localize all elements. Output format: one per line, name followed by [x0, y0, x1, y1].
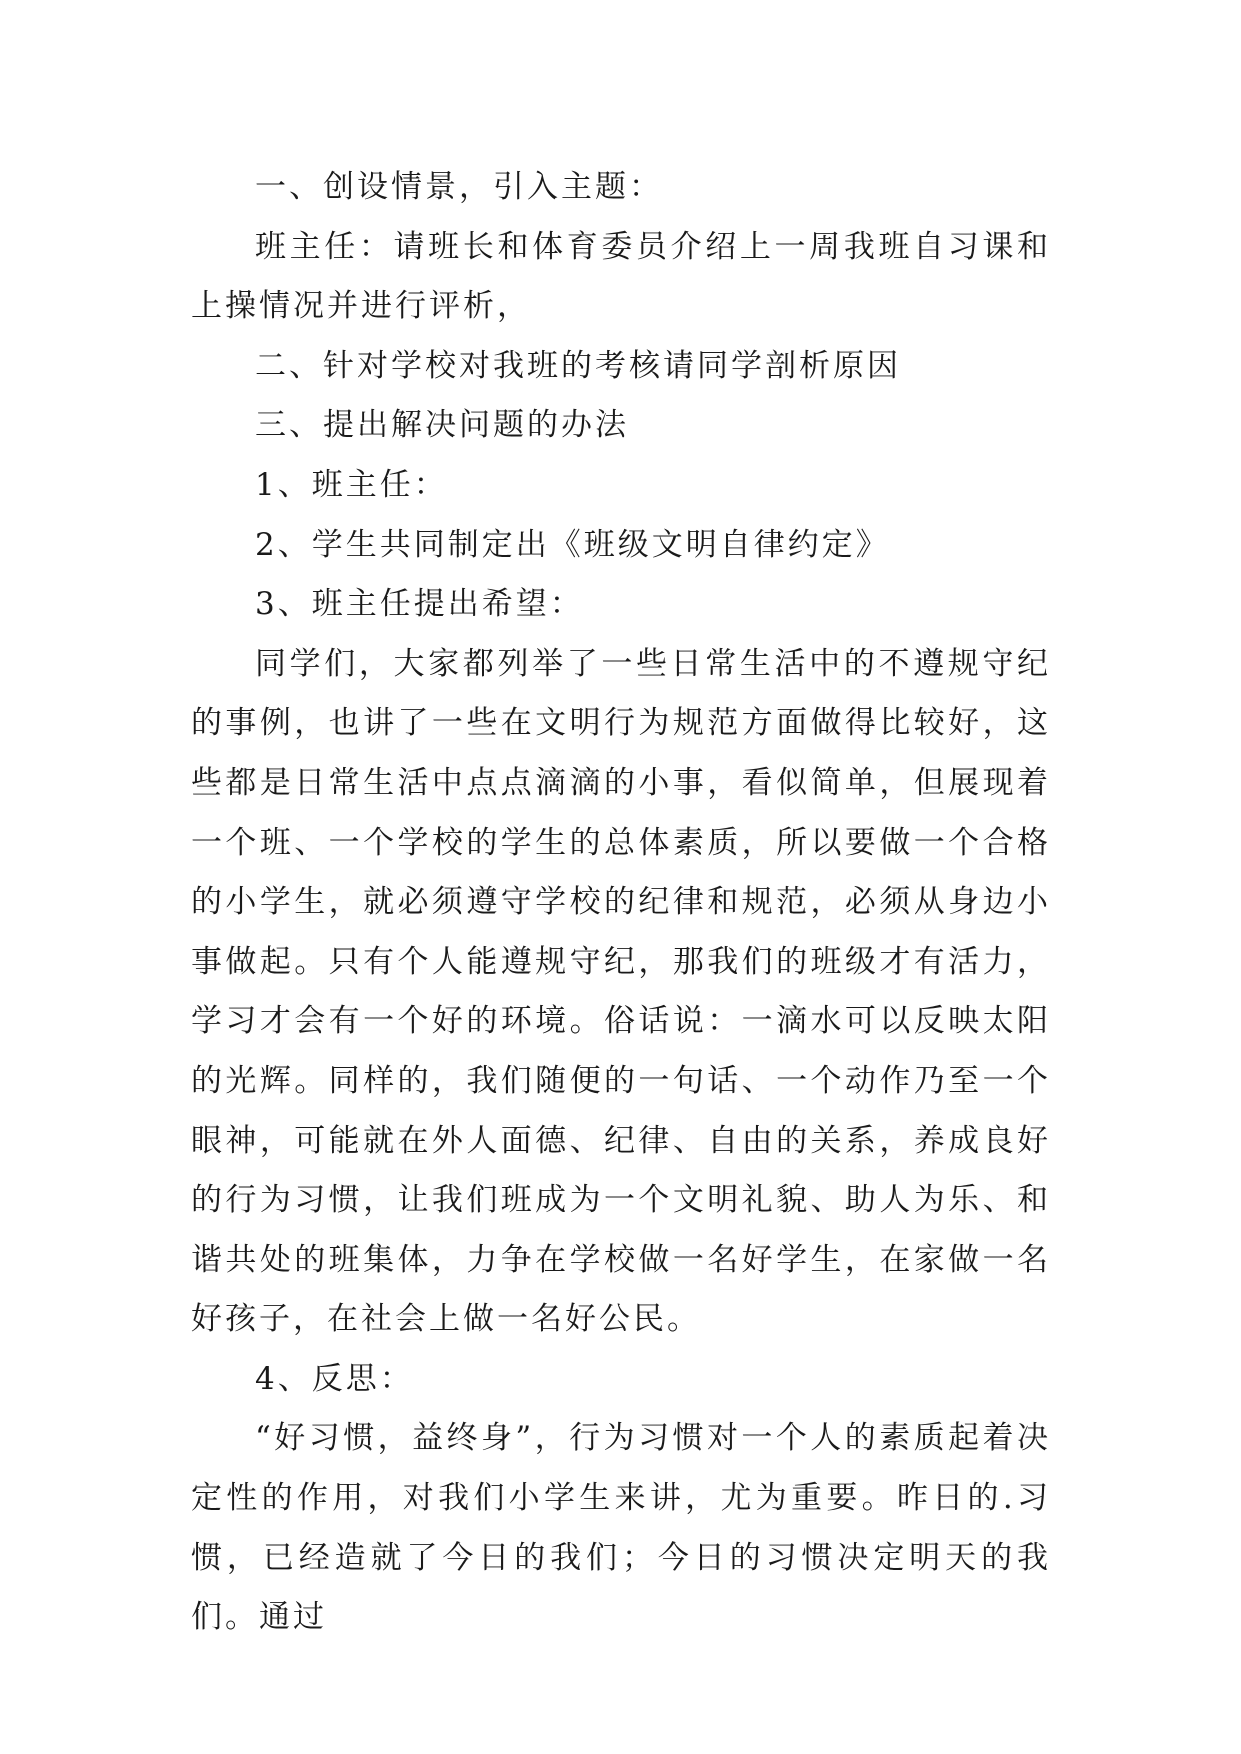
paragraph-teacher-request: 班主任：请班长和体育委员介绍上一周我班自习课和上操情况并进行评析，	[191, 228, 1051, 325]
paragraph-reflection: “好习惯，益终身”，行为习惯对一个人的素质起着决定性的作用，对我们小学生来讲，尤为重要。昨日的.习惯，已经造就了今日的我们；今日的习惯决定明天的我们。通过	[191, 1420, 1051, 1636]
list-item-1: 1、班主任：	[255, 466, 448, 503]
paragraph-heading-3: 三、提出解决问题的办法	[255, 407, 629, 444]
paragraph-speech: 同学们，大家都列举了一些日常生活中的不遵规守纪的事例，也讲了一些在文明行为规范方面做得比较好，这些都是日常生活中点点滴滴的小事，看似简单，但展现着一个班、一个学校的学生的总体素质，所以要做一个合格的小学生，就必须遵守学校的纪律和规范，必须从身边小事做起。只有个人能遵规守纪，那我们的班级才有活力，学习才会有一个好的环境。俗话说：一滴水可以反映太阳的光辉。同样的，我们随便的一句话、一个动作乃至一个眼神，可能就在外人面德、纪律、自由的关系，养成良好的行为习惯，让我们班成为一个文明礼貌、助人为乐、和谐共处的班集体，力争在学校做一名好学生，在家做一名好孩子，在社会上做一名好公民。	[191, 645, 1051, 1338]
paragraph-heading-1: 一、创设情景，引入主题：	[255, 169, 663, 205]
list-item-4: 4、反思：	[255, 1360, 414, 1397]
list-item-2: 2、学生共同制定出《班级文明自律约定》	[255, 526, 890, 563]
document-body	[191, 158, 1051, 1648]
paragraph-heading-2: 二、针对学校对我班的考核请同学剖析原因	[255, 347, 901, 384]
list-item-3: 3、班主任提出希望：	[255, 586, 584, 623]
